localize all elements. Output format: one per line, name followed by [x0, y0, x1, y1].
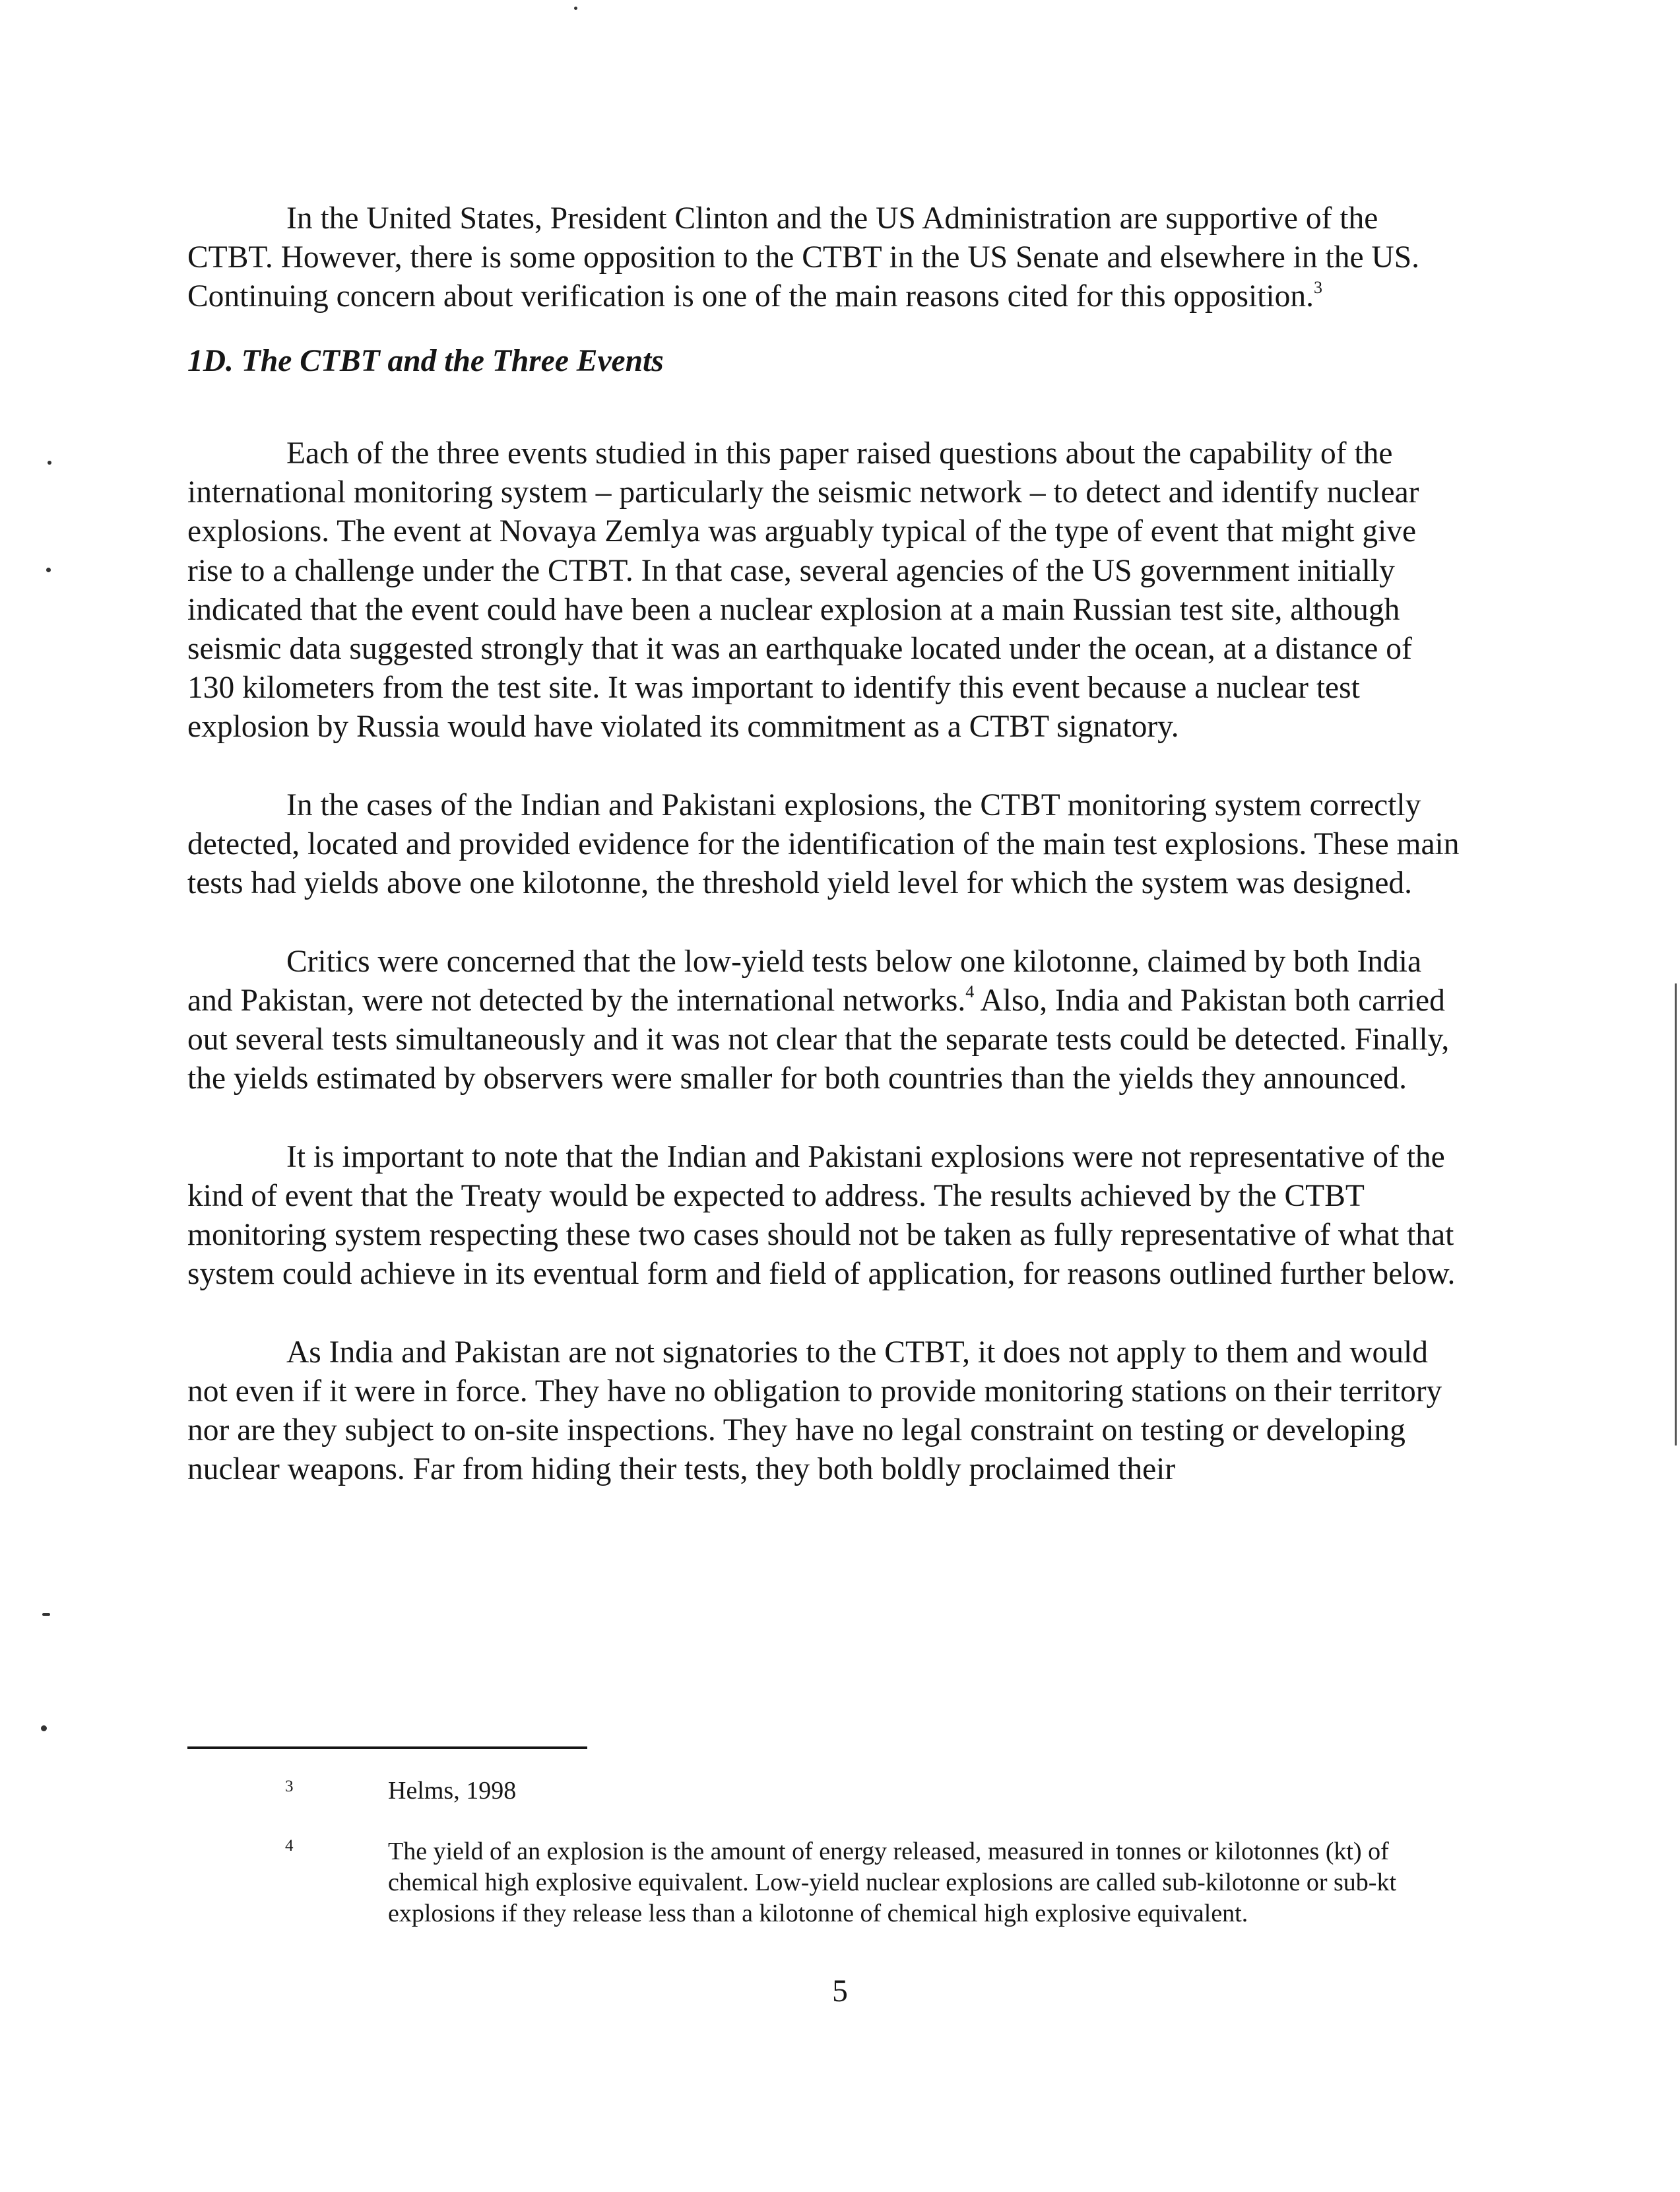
scan-speck — [46, 568, 51, 572]
paragraph-text: Also, India and Pakistan both carried out several tests simultaneously and it was not clear that the separate tests could be detected. Finally, the yields estimated by observers were smaller for both countries than the yields they announced. — [187, 983, 1450, 1096]
page-number: 5 — [832, 1974, 848, 2009]
section-body — [187, 434, 1461, 1529]
paragraph-indian-pakistani-cases: In the cases of the Indian and Pakistani explosions, the CTBT monitoring system correctly detected, located and provided evidence for the identification of the main test explosions. These main tests had yields above one kilotonne, the threshold yield level for which the system was designed. — [187, 787, 1460, 901]
paragraph-text: Critics were concerned that the low-yield tests below one kilotonne, claimed by both India and Pakistan, were not detected by the international networks. — [187, 944, 1422, 1018]
paragraph-not-representative: It is important to note that the Indian and Pakistani explosions were not representative of the kind of event that the Treaty would be expected to address. The results achieved by the CTBT monitoring system respecting these two cases should not be taken as fully representative of what that system could achieve in its eventual form and field of application, for reasons outlined further below. — [187, 1139, 1456, 1292]
scan-speck — [48, 461, 51, 465]
paragraph-text: In the United States, President Clinton and the US Administration are supportive of the CTBT. However, there is some opposition to the CTBT in the US Senate and elsewhere in the US. Continuing concern about verification is one of the main reasons cited for this opposition. — [187, 201, 1419, 314]
footnote-text: The yield of an explosion is the amount of energy released, measured in tonnes or kilotonnes (kt) of chemical high explosive equivalent. Low-yield nuclear explosions are called sub-kilotonne or sub-kt explosions if they release less than a kilotonne of chemical high explosive equivalent. — [388, 1838, 1396, 1927]
footnote-number: 4 — [285, 1837, 294, 1855]
paragraph-not-signatories: As India and Pakistan are not signatories to the CTBT, it does not apply to them and would not even if it were in force. They have no obligation to provide monitoring stations on their territory nor are they subject to on-site inspections. They have no legal constraint on testing or developing nuclear weapons. Far from hiding their tests, they both boldly proclaimed their — [187, 1335, 1442, 1487]
footnote-ref-4[interactable]: 4 — [965, 981, 975, 1001]
paragraph-three-events: Each of the three events studied in this paper raised questions about the capability of the international monitoring system – particularly the seismic network – to detect and identify nuclear explosions. The event at Novaya Zemlya was arguably typical of the type of event that might give rise to a challenge under the CTBT. In that case, several agencies of the US government initially indicated that the event could have been a nuclear explosion at a main Russian test site, although seismic data suggested strongly that it was an earthquake located under the ocean, at a distance of 130 kilometers from the test site. It was important to identify this event because a nuclear test explosion by Russia would have violated its commitment as a CTBT signatory. — [187, 436, 1419, 745]
scan-speck — [41, 1725, 47, 1731]
footnote-divider — [187, 1746, 587, 1749]
scan-speck — [574, 7, 577, 10]
footnote-number: 3 — [285, 1777, 294, 1795]
paragraph-critics — [187, 943, 1461, 1099]
paragraph-clinton-support — [187, 199, 1461, 317]
section-heading: 1D. The CTBT and the Three Events — [187, 344, 664, 378]
footnote-text: Helms, 1998 — [388, 1777, 517, 1805]
scan-edge-line — [1675, 983, 1677, 1445]
scan-speck — [42, 1613, 50, 1616]
intro-section — [187, 199, 1461, 356]
footnote-ref-3[interactable]: 3 — [1314, 278, 1322, 298]
